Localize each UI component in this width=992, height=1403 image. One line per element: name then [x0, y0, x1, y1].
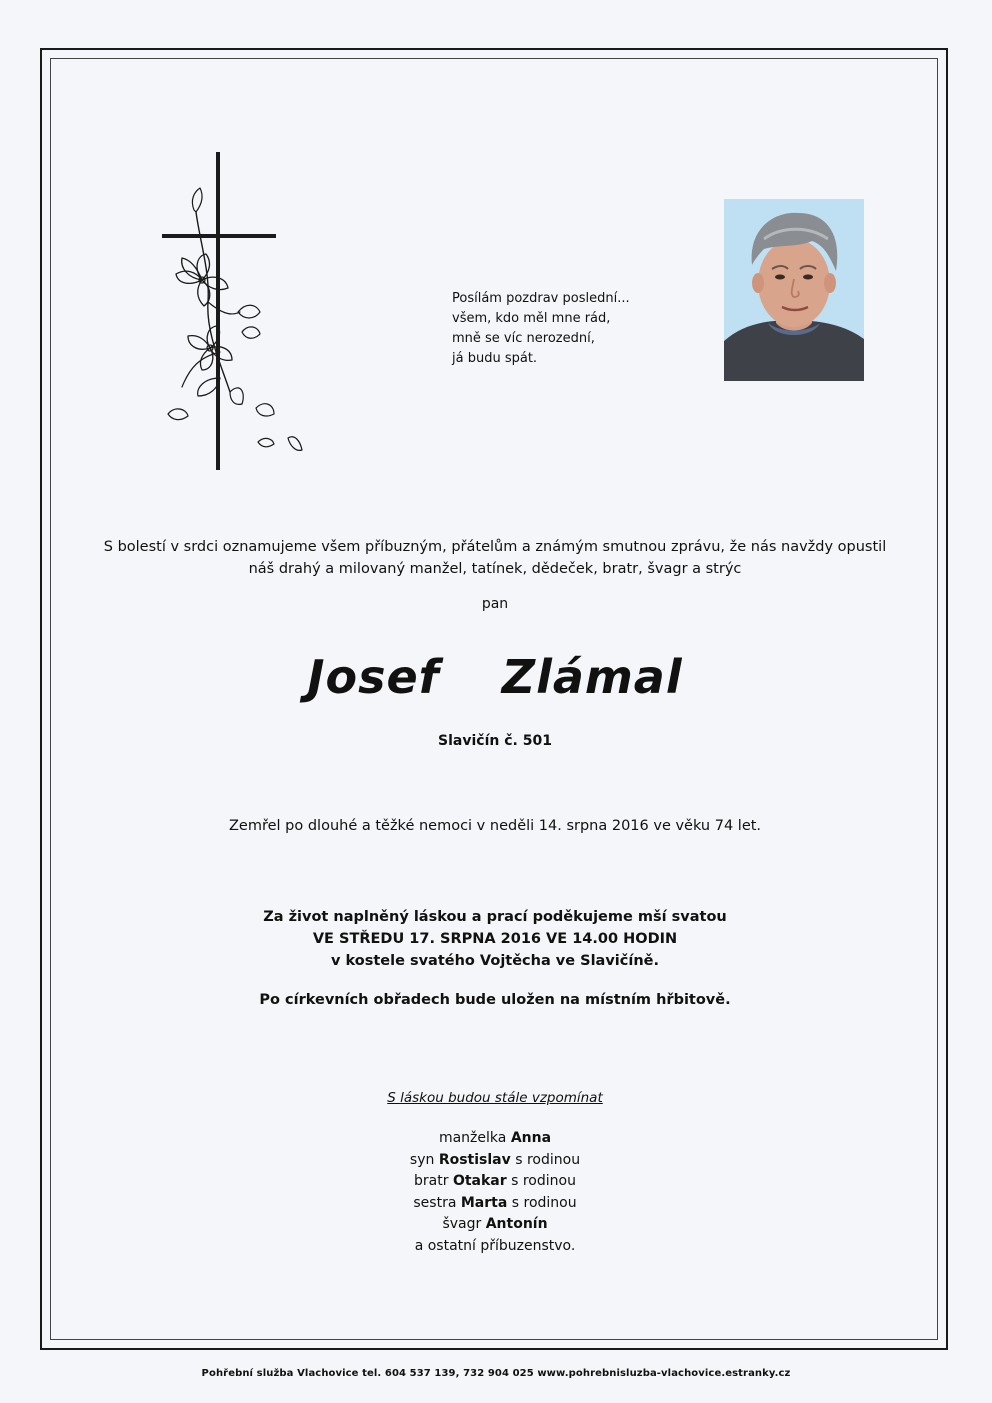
mourner-name: Antonín: [485, 1216, 548, 1233]
mourner-name: Rostislav: [438, 1151, 511, 1168]
salutation: pan: [481, 596, 509, 612]
mourner-item: manželka Anna: [438, 1130, 552, 1146]
announcement: [60, 536, 930, 580]
death-notice: Zemřel po dlouhé a těžké nemoci v neděli 14. srpna 2016 ve věku 74 let.: [228, 818, 762, 834]
burial-info: Po církevních obřadech bude uložen na místním hřbitově.: [259, 992, 731, 1008]
deceased-name: Josef Zlámal: [307, 650, 683, 704]
funeral-line: Za život naplněný láskou a prací poděkujeme mší svatou: [263, 909, 727, 925]
mourner-name: Marta: [460, 1194, 508, 1211]
announcement-line: náš drahý a milovaný manžel, tatínek, dědeček, bratr, švagr a strýc: [248, 561, 742, 577]
cross-with-flowers-icon: [160, 152, 320, 472]
mourner-item: sestra Marta s rodinou: [413, 1194, 577, 1211]
portrait-photo: [724, 199, 864, 381]
funeral-date: VE STŘEDU 17. SRPNA 2016 VE 14.00 HODIN: [312, 931, 678, 947]
mourner-item: syn Rostislav s rodinou: [409, 1151, 581, 1168]
remembrance-heading: S láskou budou stále vzpomínat: [387, 1090, 603, 1106]
mourner-item: švagr Antonín: [442, 1216, 548, 1233]
deceased-address: Slavičín č. 501: [438, 733, 552, 749]
poem-line: já budu spát.: [452, 351, 538, 366]
poem-line: všem, kdo měl mne rád,: [452, 311, 611, 326]
funeral-service-footer: Pohřební služba Vlachovice tel. 604 537 139, 732 904 025 www.pohrebnisluzba-vlachovice.estranky.cz: [201, 1368, 791, 1379]
mourner-name: Anna: [510, 1130, 552, 1146]
mourners-list: [60, 1128, 930, 1258]
funeral-place: v kostele svatého Vojtěcha ve Slavičíně.: [331, 953, 659, 969]
funeral-info: [60, 906, 930, 972]
mourner-item: bratr Otakar s rodinou: [414, 1173, 576, 1190]
poem-line: Posílám pozdrav poslední...: [452, 291, 630, 306]
poem: [452, 289, 630, 369]
poem-line: mně se víc nerozední,: [452, 331, 595, 346]
mourner-item: a ostatní příbuzenstvo.: [414, 1237, 576, 1254]
mourner-name: Otakar: [452, 1173, 507, 1190]
announcement-line: S bolestí v srdci oznamujeme všem příbuzným, přátelům a známým smutnou zprávu, že nás navždy opustil: [103, 539, 887, 555]
